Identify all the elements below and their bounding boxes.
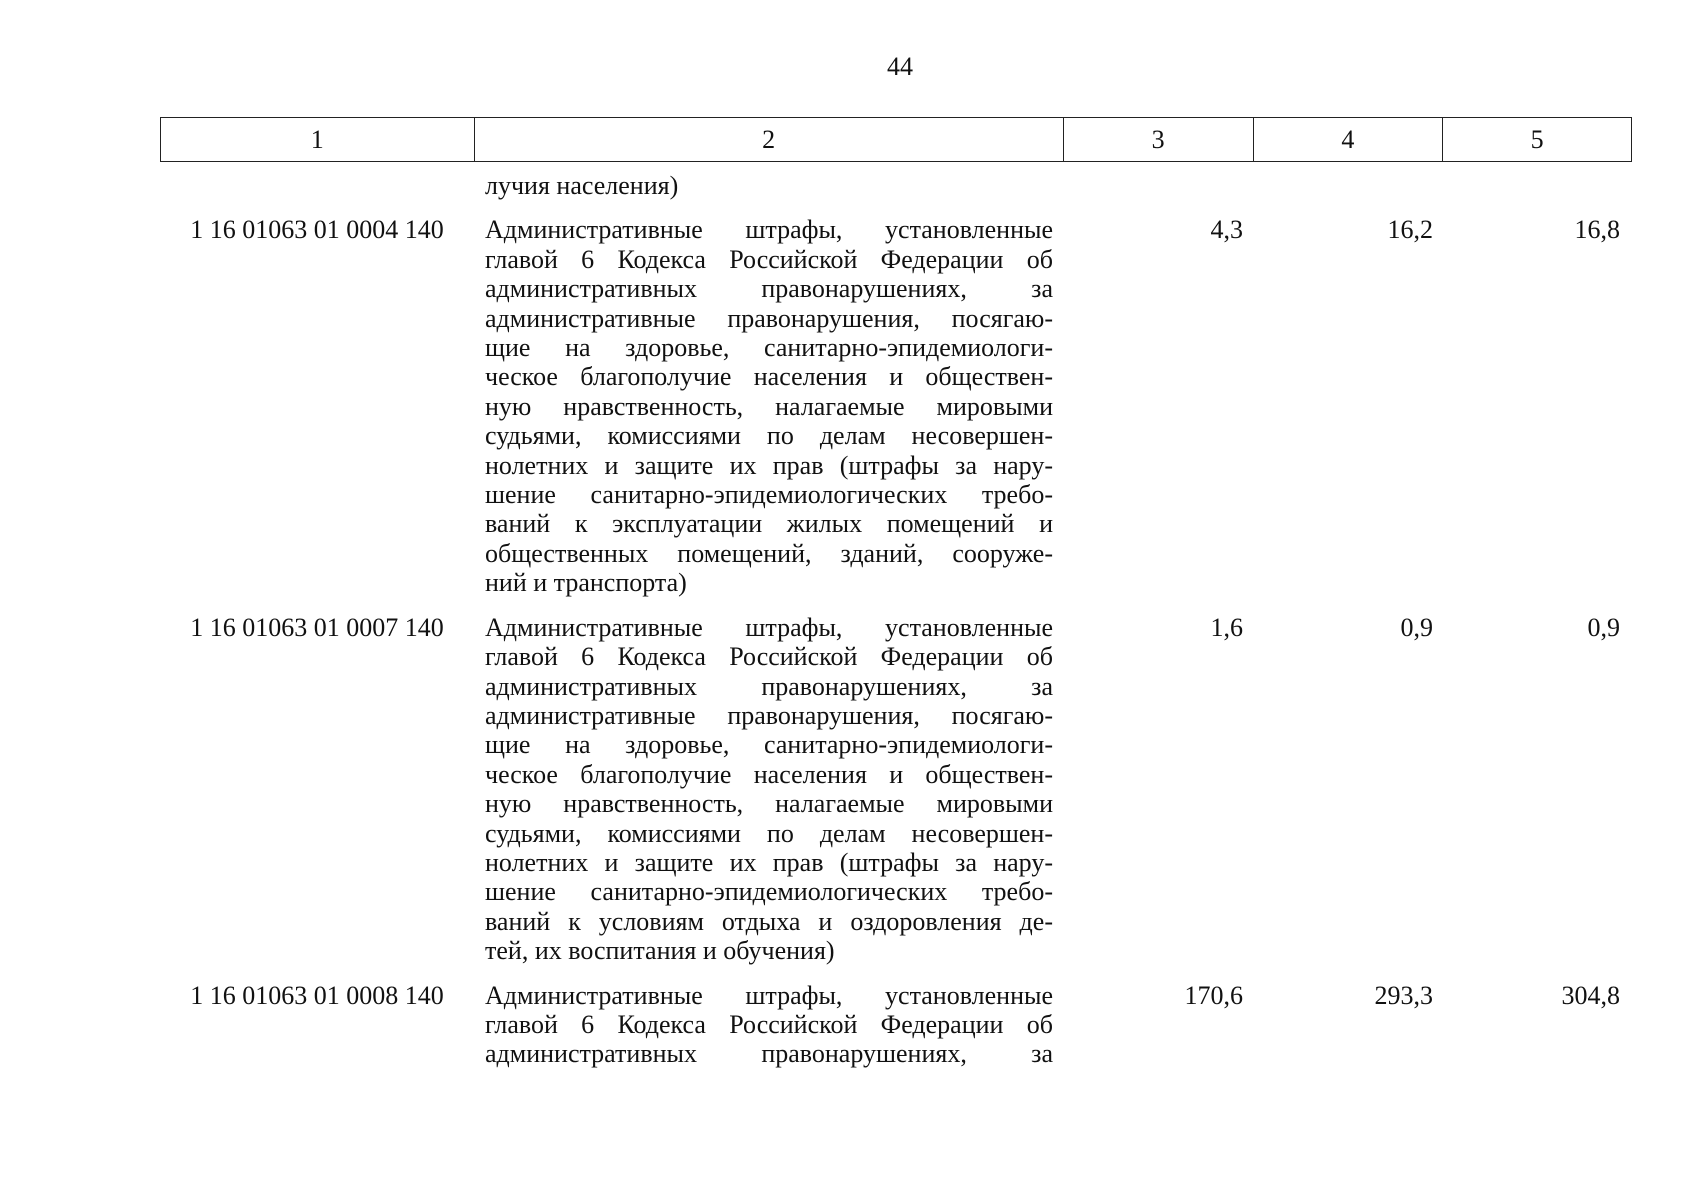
description-line: административных правонарушениях, за [485, 274, 1053, 304]
page-number: 44 [887, 52, 913, 81]
description-line: судьями, комиссиями по делам несовершен- [485, 421, 1053, 451]
description-line: Административные штрафы, установленные [485, 215, 1053, 245]
description-line: шение санитарно-эпидемиологических требо- [485, 877, 1053, 907]
description-line: ческое благополучие населения и обществен- [485, 759, 1053, 789]
row-code: 1 16 01063 01 0008 140 [190, 980, 444, 1010]
value-col-5: 304,8 [1561, 980, 1620, 1010]
header-col-5: 5 [1530, 125, 1544, 154]
value-col-4: 293,3 [1374, 980, 1433, 1010]
row-description [474, 981, 1064, 1069]
row-description [474, 215, 1064, 597]
continuation-text: лучия населения) [485, 171, 679, 200]
header-col-2: 2 [475, 118, 1064, 161]
rows-container [160, 215, 1632, 1068]
row-code: 1 16 01063 01 0004 140 [190, 215, 444, 245]
description-line: ваний к условиям отдыха и оздоровления де- [485, 906, 1053, 936]
table-body [160, 171, 1632, 1084]
description-line: главой 6 Кодекса Российской Федерации об [485, 642, 1053, 672]
value-col-5: 0,9 [1587, 612, 1620, 642]
description-line: главой 6 Кодекса Российской Федерации об [485, 1009, 1053, 1039]
description-line: ваний к эксплуатации жилых помещений и [485, 509, 1053, 539]
value-col-4: 0,9 [1400, 612, 1433, 642]
description-line: административных правонарушениях, за [485, 1039, 1053, 1069]
description-line: ную нравственность, налагаемые мировыми [485, 391, 1053, 421]
value-col-5: 16,8 [1574, 215, 1620, 245]
value-col-3: 1,6 [1210, 612, 1243, 642]
description-line: главой 6 Кодекса Российской Федерации об [485, 244, 1053, 274]
row-description [474, 613, 1064, 966]
description-line: административные правонарушения, посягаю- [485, 303, 1053, 333]
description-line: Административные штрафы, установленные [485, 980, 1053, 1010]
description-line: ческое благополучие населения и обществен- [485, 362, 1053, 392]
description-line: административные правонарушения, посягаю- [485, 700, 1053, 730]
value-col-3: 170,6 [1184, 980, 1243, 1010]
description-line: щие на здоровье, санитарно-эпидемиологи- [485, 730, 1053, 760]
header-col-4: 4 [1254, 118, 1444, 161]
description-line: щие на здоровье, санитарно-эпидемиологи- [485, 333, 1053, 363]
table-row [160, 215, 1632, 597]
description-line: ний и транспорта) [485, 568, 687, 598]
description-line: нолетних и защите их прав (штрафы за нару- [485, 450, 1053, 480]
row-code: 1 16 01063 01 0007 140 [190, 612, 444, 642]
table-row [160, 613, 1632, 966]
description-line: нолетних и защите их прав (штрафы за нару- [485, 847, 1053, 877]
description-line: административных правонарушениях, за [485, 671, 1053, 701]
table-row [160, 981, 1632, 1069]
value-col-3: 4,3 [1210, 215, 1243, 245]
header-col-1: 1 [161, 118, 475, 161]
value-col-4: 16,2 [1387, 215, 1433, 245]
header-col-3: 3 [1064, 118, 1254, 161]
description-line: судьями, комиссиями по делам несовершен- [485, 818, 1053, 848]
description-line: Административные штрафы, установленные [485, 612, 1053, 642]
description-line: ную нравственность, налагаемые мировыми [485, 789, 1053, 819]
description-line: шение санитарно-эпидемиологических требо- [485, 480, 1053, 510]
description-line: тей, их воспитания и обучения) [485, 936, 835, 966]
table-header [160, 117, 1632, 162]
description-line: общественных помещений, зданий, сооруже- [485, 538, 1053, 568]
